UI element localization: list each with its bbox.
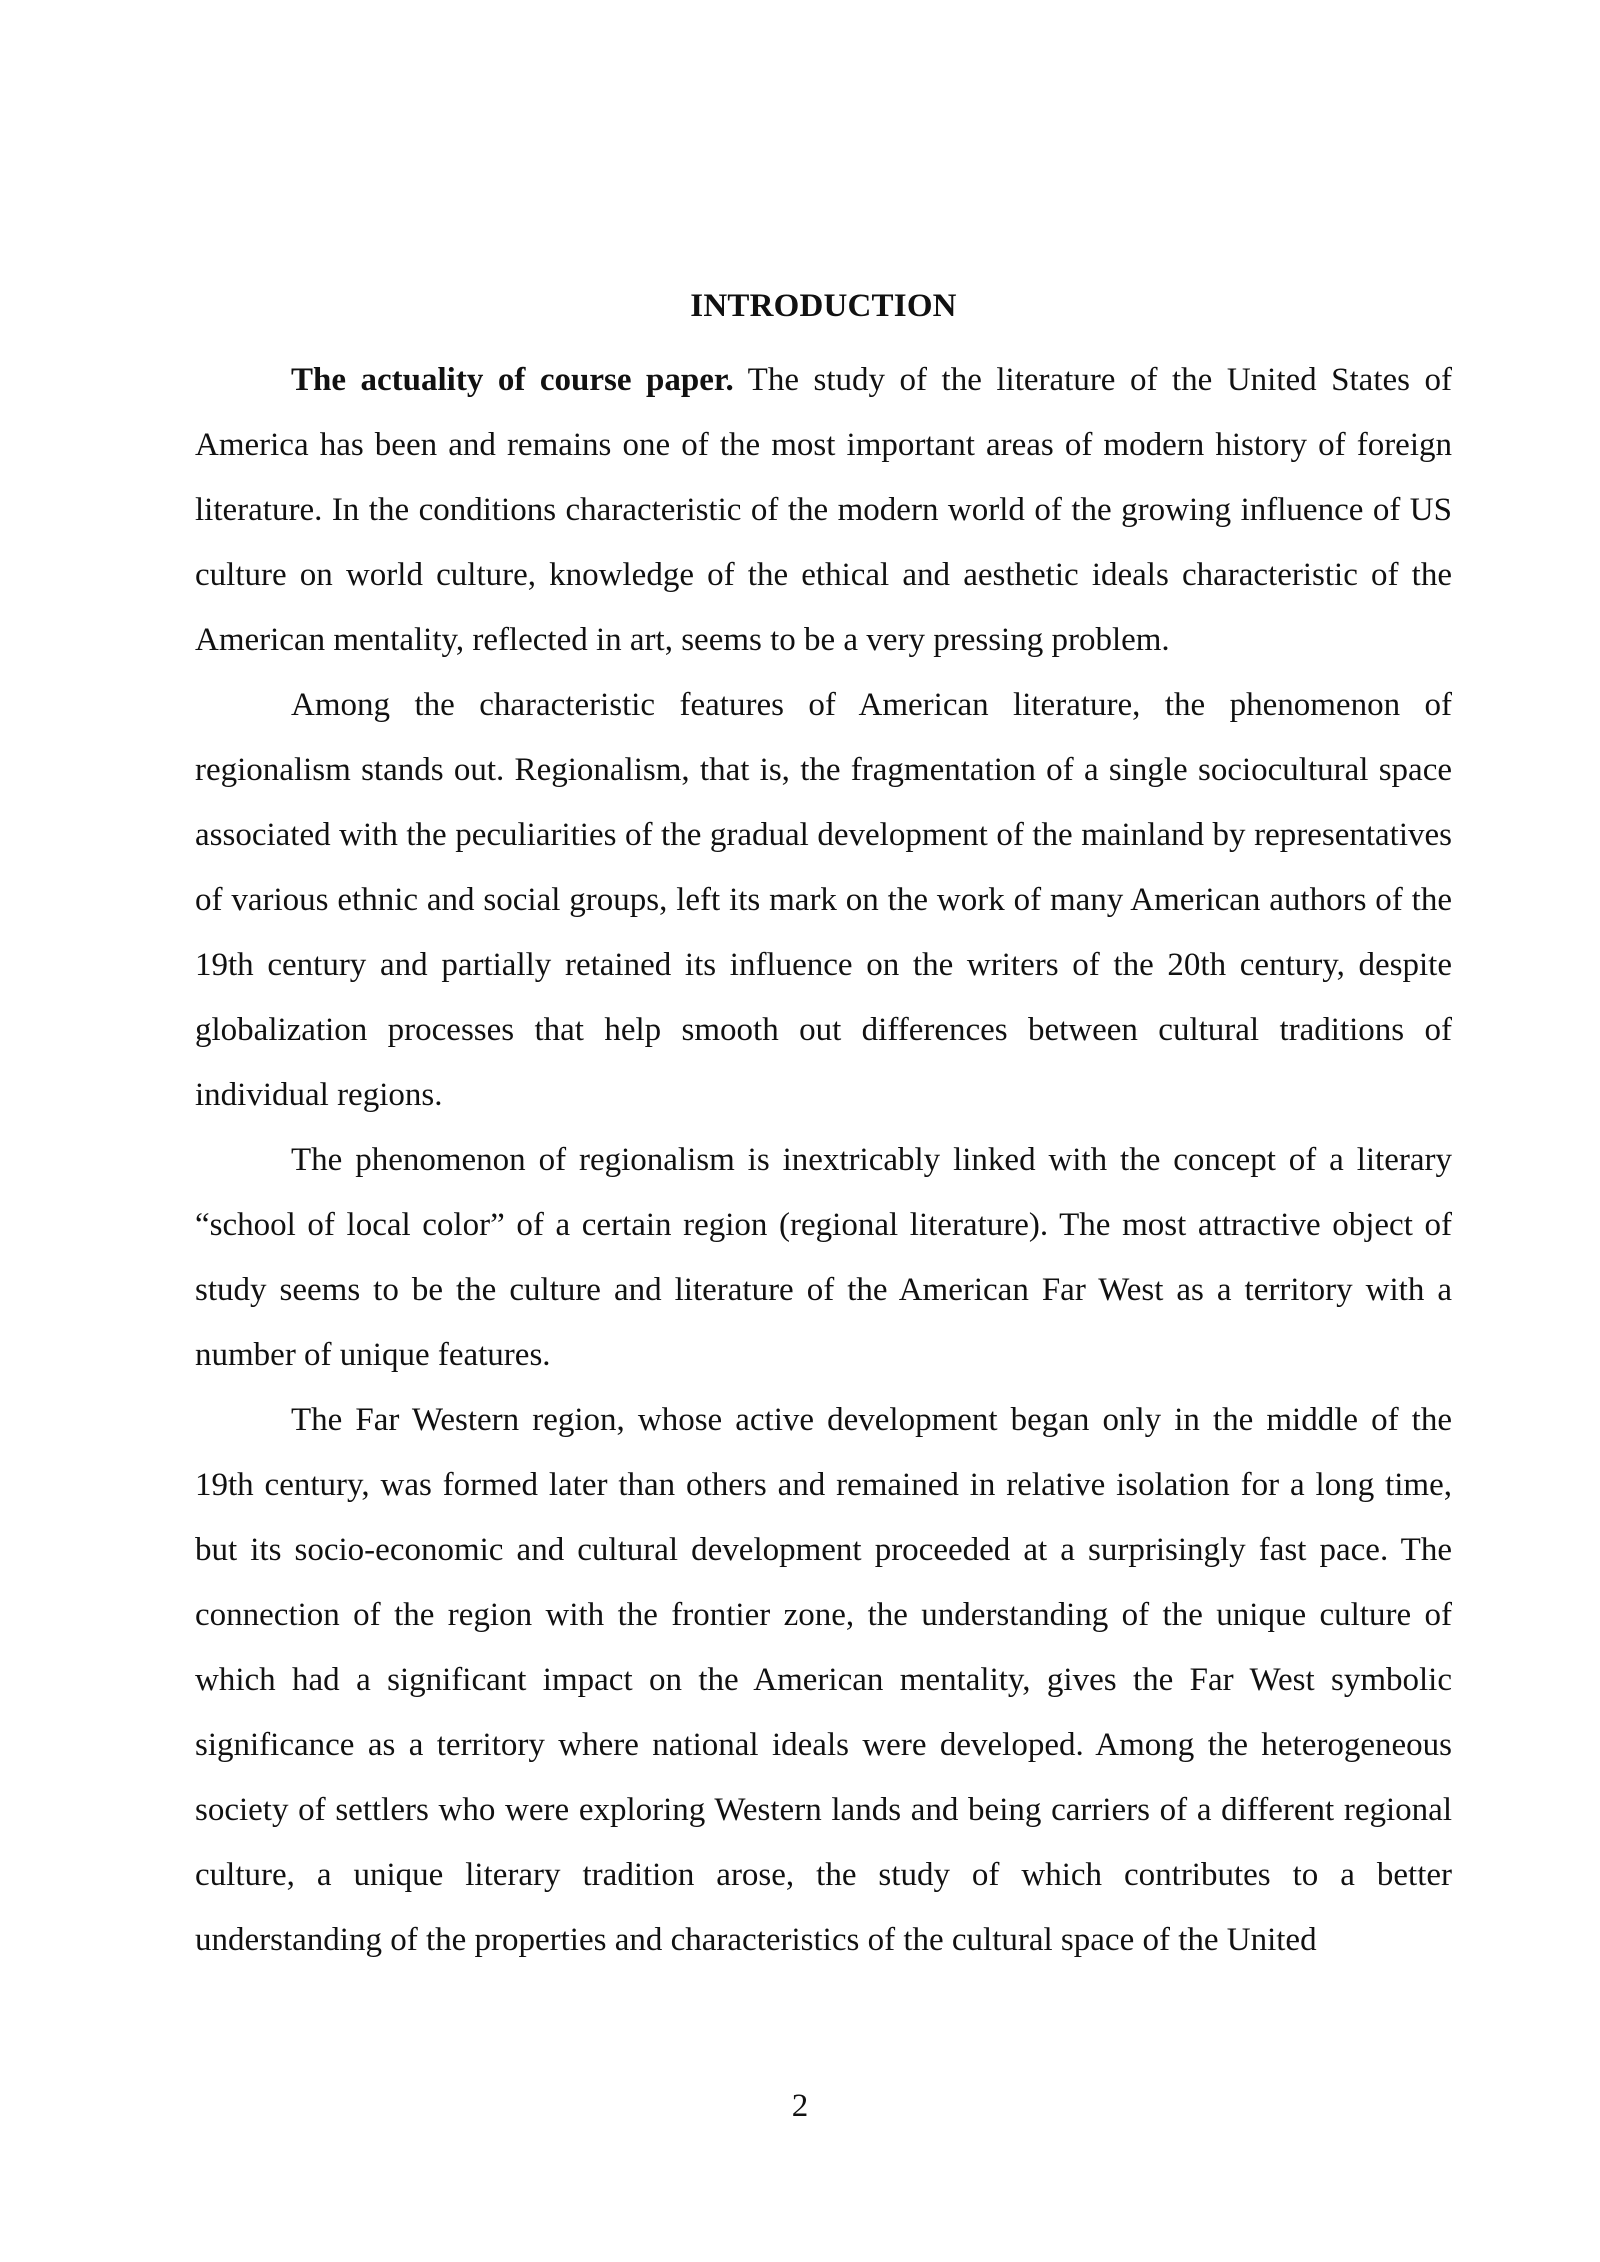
- page-number: 2: [791, 2088, 809, 2124]
- paragraph-far-west: The Far Western region, whose active development began only in the middle of the 19th century, was formed later than others and remained in relative isolation for a long time, but its socio-economic and cultural development proceeded at a surprisingly fast pace. The connection of the region with the frontier zone, the understanding of the unique culture of which had a significant impact on the American mentality, gives the Far West symbolic significance as a territory where national ideals were developed. Among the heterogeneous society of settlers who were exploring Western lands and being carriers of a different regional culture, a unique literary tradition arose, the study of which contributes to a better understanding of the properties and characteristics of the cultural space of the United: [195, 1402, 1452, 1958]
- paragraph-regionalism: Among the characteristic features of American literature, the phenomenon of regionalism stands out. Regionalism, that is, the fragmentation of a single sociocultural space associated with the peculiarities of the gradual development of the mainland by representatives of various ethnic and social groups, left its mark on the work of many American authors of the 19th century and partially retained its influence on the writers of the 20th century, despite globalization processes that help smooth out differences between cultural traditions of individual regions.: [195, 687, 1452, 1113]
- paragraph-local-color: The phenomenon of regionalism is inextricably linked with the concept of a literary “school of local color” of a certain region (regional literature). The most attractive object of study seems to be the culture and literature of the American Far West as a territory with a number of unique features.: [195, 1142, 1452, 1373]
- paragraph-actuality: [195, 348, 1452, 673]
- paragraph-text: The study of the literature of the United States of America has been and remains one of the most important areas of modern history of foreign literature. In the conditions characteristic of the modern world of the growing influence of US culture on world culture, knowledge of the ethical and aesthetic ideals characteristic of the American mentality, reflected in art, seems to be a very pressing problem.: [195, 362, 1452, 658]
- paragraph-lead-heading: The actuality of course paper.: [291, 362, 734, 398]
- section-title: INTRODUCTION: [690, 288, 957, 324]
- page-body: [195, 282, 1452, 1973]
